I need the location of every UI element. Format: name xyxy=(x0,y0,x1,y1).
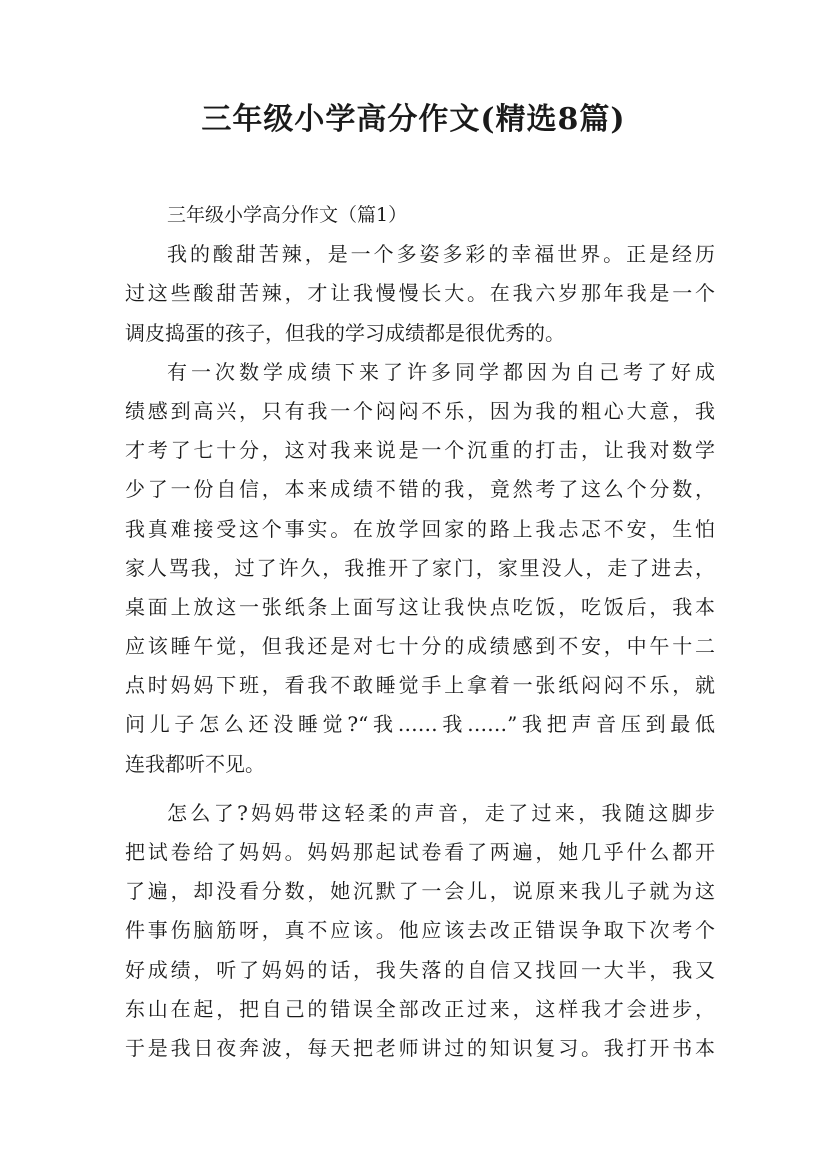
text-line: 有一次数学成绩下来了许多同学都因为自己考了好成 xyxy=(167,359,715,384)
text-line: 我的酸甜苦辣，是一个多姿多彩的幸福世界。正是经历 xyxy=(167,242,715,267)
text-line: 过这些酸甜苦辣，才让我慢慢长大。在我六岁那年我是一个 xyxy=(125,281,715,306)
document-title: 三年级小学高分作文(精选8篇) xyxy=(201,102,626,137)
paragraph-3 xyxy=(125,794,715,1068)
section-heading: 三年级小学高分作文（篇1） xyxy=(167,204,408,226)
document-body xyxy=(125,196,715,1068)
paragraph-1 xyxy=(125,235,715,353)
text-line: 怎么了?妈妈带这轻柔的声音，走了过来，我随这脚步 xyxy=(167,800,715,825)
text-line: 绩感到高兴，只有我一个闷闷不乐，因为我的粗心大意，我 xyxy=(125,398,715,423)
paragraph-2 xyxy=(125,353,715,784)
text-line: 少了一份自信，本来成绩不错的我，竟然考了这么个分数， xyxy=(125,477,715,502)
text-line: 问儿子怎么还没睡觉?“我……我……”我把声音压到最低 xyxy=(125,712,715,737)
text-line: 了遍，却没看分数，她沉默了一会儿，说原来我儿子就为这 xyxy=(125,879,715,904)
text-line: 家人骂我，过了许久，我推开了家门，家里没人，走了进去， xyxy=(125,555,715,580)
text-line: 调皮捣蛋的孩子，但我的学习成绩都是很优秀的。 xyxy=(125,320,565,345)
text-line: 连我都听不见。 xyxy=(125,751,265,776)
text-line: 应该睡午觉，但我还是对七十分的成绩感到不安，中午十二 xyxy=(125,634,715,659)
text-line: 于是我日夜奔波，每天把老师讲过的知识复习。我打开书本 xyxy=(125,1035,715,1060)
text-line: 东山在起，把自己的错误全部改正过来，这样我才会进步， xyxy=(125,996,715,1021)
text-line: 好成绩，听了妈妈的话，我失落的自信又找回一大半，我又 xyxy=(125,957,715,982)
text-line: 点时妈妈下班，看我不敢睡觉手上拿着一张纸闷闷不乐，就 xyxy=(125,673,715,698)
text-line: 桌面上放这一张纸条上面写这让我快点吃饭，吃饭后，我本 xyxy=(125,594,715,619)
text-line: 件事伤脑筋呀，真不应该。他应该去改正错误争取下次考个 xyxy=(125,918,715,943)
text-line: 把试卷给了妈妈。妈妈那起试卷看了两遍，她几乎什么都开 xyxy=(125,840,715,864)
text-line: 我真难接受这个事实。在放学回家的路上我忐忑不安，生怕 xyxy=(125,516,715,541)
text-line: 才考了七十分，这对我来说是一个沉重的打击，让我对数学 xyxy=(125,438,715,463)
